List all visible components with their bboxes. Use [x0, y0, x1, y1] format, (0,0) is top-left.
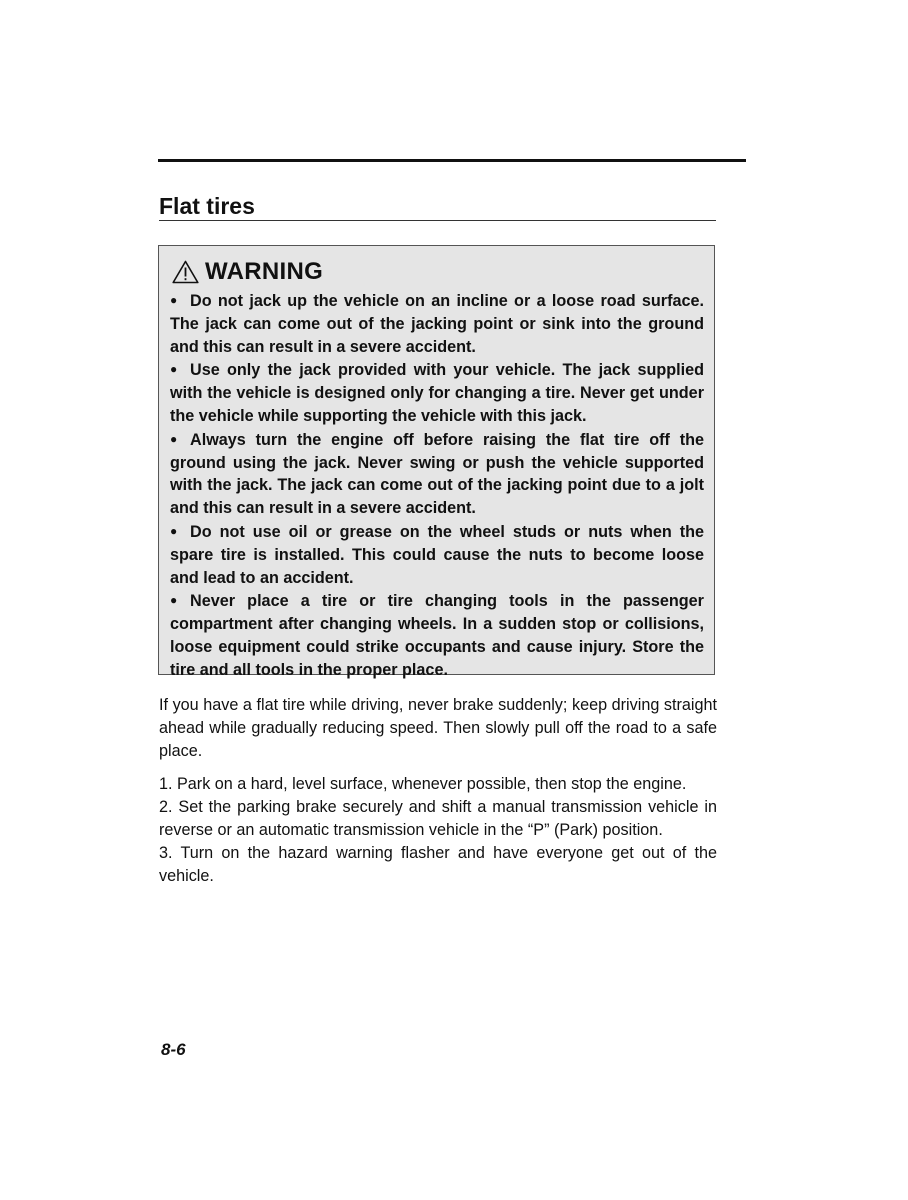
warning-box [158, 245, 715, 679]
step-item: 1. Park on a hard, level surface, whenever possible, then stop the engine. [159, 775, 687, 793]
bullet-icon: ● [170, 293, 178, 307]
step-item: 3. Turn on the hazard warning flasher and have everyone get out of the vehicle. [159, 844, 717, 885]
warning-item: ● Never place a tire or tire changing tools in the passenger compartment after changing wheels. In a sudden stop or collisions, loose equipment could strike occupants and cause injury. Store the tire and all tools in the proper place. [170, 589, 704, 681]
warning-item: ● Do not use oil or grease on the wheel studs or nuts when the spare tire is installed. This could cause the nuts to become loose and lead to an accident. [170, 520, 704, 589]
warning-list [170, 289, 704, 682]
bullet-icon: ● [170, 593, 178, 608]
steps-list [159, 773, 717, 888]
warning-item: ● Always turn the engine off before raising the flat tire off the ground using the jack. Never swing or push the vehicle supported with the jack. The jack can come out of the jacking point due to a jolt and this can result in a severe accident. [170, 428, 704, 520]
warning-item: ● Do not jack up the vehicle on an incline or a loose road surface. The jack can come out of the jacking point or sink into the ground and this can result in a severe accident. [170, 289, 704, 358]
bullet-icon: ● [170, 431, 178, 446]
warning-item: ● Use only the jack provided with your vehicle. The jack supplied with the vehicle is designed only for changing a tire. Never get under the vehicle while supporting the vehicle with this jack. [170, 358, 704, 427]
bullet-icon: ● [170, 362, 178, 377]
section-title: Flat tires [159, 193, 255, 219]
warning-triangle-icon [172, 260, 199, 284]
intro-paragraph: If you have a flat tire while driving, never brake suddenly; keep driving straight ahead while gradually reducing speed. Then slowly pull off the road to a safe place. [159, 696, 717, 760]
top-divider [158, 159, 746, 162]
warning-title: WARNING [205, 258, 324, 285]
warning-header [172, 255, 704, 289]
bullet-icon: ● [170, 523, 178, 538]
title-underline [159, 220, 716, 221]
step-item: 2. Set the parking brake securely and shift a manual transmission vehicle in reverse or an automatic transmission vehicle in the “P” (Park) position. [159, 798, 717, 839]
page-number: 8-6 [161, 1040, 186, 1059]
